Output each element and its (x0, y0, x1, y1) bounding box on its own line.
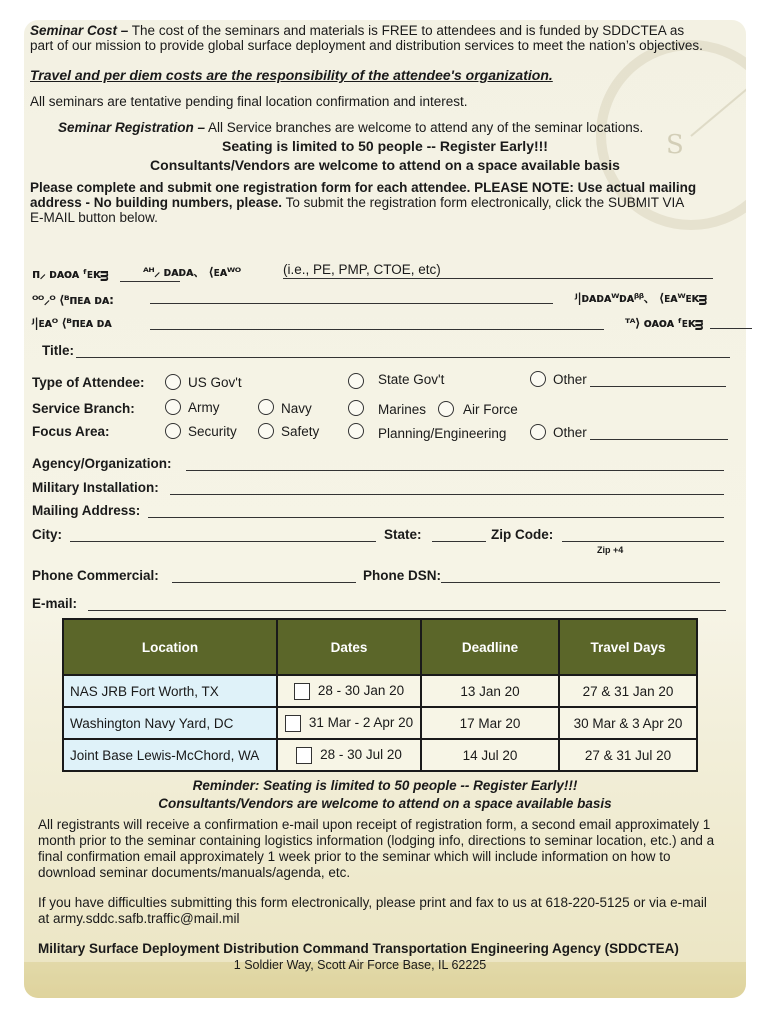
city-label: City: (32, 527, 62, 542)
grade-field-label: ᴶ|ᴅᴀᴅᴀᵂᴅᴀᵝᵝ、 ⟨ᴇᴀᵂᴇᴋᴟ (575, 291, 707, 305)
seating-limit: Seating is limited to 50 people -- Register Early!!! (222, 138, 548, 154)
name-field-label: ᴨ⸝ ᴅᴀᴏᴀ ᶠᴇᴋᴟ (32, 267, 109, 281)
radio-security[interactable] (165, 423, 181, 439)
service-branch-label: Service Branch: (32, 401, 135, 416)
travel-note: Travel and per diem costs are the responsibility of the attendee's organization. (30, 67, 553, 83)
row-dates-text: 28 - 30 Jan 20 (317, 682, 405, 698)
footer-organization: Military Surface Deployment Distribution Command Transportation Engineering Agency (SDDCTEA) (38, 941, 679, 956)
title-field[interactable] (76, 357, 730, 358)
seminar-schedule-table (62, 618, 698, 772)
suffix-field-line[interactable] (710, 328, 752, 329)
city-field[interactable] (70, 541, 376, 542)
radio-planning[interactable] (348, 423, 364, 439)
reminder-line-2: Consultants/Vendors are welcome to attend on a space available basis (158, 796, 612, 811)
header-travel-days: Travel Days (559, 619, 697, 675)
reminder-line-1: Reminder: Seating is limited to 50 people -- Register Early!!! (192, 778, 578, 793)
tentative-note: All seminars are tentative pending final location confirmation and interest. (30, 94, 468, 109)
table-row (63, 739, 697, 771)
row-travel: 27 & 31 Jan 20 (559, 675, 697, 707)
phone-commercial-label: Phone Commercial: (32, 568, 159, 583)
row-travel: 27 & 31 Jul 20 (559, 739, 697, 771)
registration-label: Seminar Registration – (58, 120, 206, 135)
type-other-field[interactable] (590, 386, 726, 387)
seminar-cost-label: Seminar Cost – (30, 23, 129, 38)
option-air-force: Air Force (463, 402, 518, 417)
row-location: Joint Base Lewis-McChord, WA (63, 739, 277, 771)
notes-p2-line1: If you have difficulties submitting this form electronically, please print and fax to us at 618-220-5125 or via e-mail (38, 895, 707, 910)
option-type-other: Other (553, 372, 587, 387)
phone-dsn-field[interactable] (441, 582, 720, 583)
table-header-row (63, 619, 697, 675)
radio-us-gov[interactable] (165, 374, 181, 390)
notes-p1-line3: final confirmation email approximately 1 week prior to the seminar which will include information on how to (38, 849, 671, 864)
option-marines: Marines (378, 402, 427, 417)
row-deadline: 13 Jan 20 (421, 675, 559, 707)
notes-p1-line1: All registrants will receive a confirmation e-mail upon receipt of registration form, a second email approximately 1 (38, 817, 711, 832)
row-dates (277, 739, 421, 771)
email-field[interactable] (88, 610, 726, 611)
instructions-line-1: Please complete and submit one registration form for each attendee. PLEASE NOTE: Use actual mailing (30, 180, 697, 195)
instructions-plain: To submit the registration form electronically, click the SUBMIT VIA (282, 195, 685, 210)
installation-field[interactable] (170, 494, 724, 495)
unit-field-line[interactable] (150, 329, 604, 330)
option-army: Army (188, 400, 220, 415)
seminar-cost-body: The cost of the seminars and materials is FREE to attendees and is funded by SDDCTEA as (128, 23, 685, 38)
option-safety: Safety (281, 424, 320, 439)
option-focus-other: Other (553, 425, 587, 440)
state-field[interactable] (432, 541, 486, 542)
radio-safety[interactable] (258, 423, 274, 439)
rank-field-label: ᴼᴼ⸝ᴼ ⟨ᴮᴨᴇᴀ ᴅᴀ: (32, 293, 114, 307)
phone-commercial-field[interactable] (172, 582, 356, 583)
notes-p1-line2: month prior to the seminar containing logistics information (lodging info, directions to seminar location, etc.) and a (38, 833, 715, 848)
installation-label: Military Installation: (32, 480, 159, 495)
row-dates (277, 675, 421, 707)
radio-marines[interactable] (348, 400, 364, 416)
credentials-line[interactable] (283, 278, 713, 279)
row-location: NAS JRB Fort Worth, TX (63, 675, 277, 707)
rank-field-line[interactable] (150, 303, 553, 304)
mailing-address-label: Mailing Address: (32, 503, 141, 518)
select-checkbox[interactable] (296, 747, 312, 764)
option-us-gov: US Gov't (188, 375, 242, 390)
consultants-note: Consultants/Vendors are welcome to attend on a space available basis (150, 157, 620, 173)
email-label: E-mail: (32, 596, 78, 611)
select-checkbox[interactable] (294, 683, 310, 700)
registration-body: All Service branches are welcome to attend any of the seminar locations. (205, 120, 644, 135)
instructions-line-3: E-MAIL button below. (30, 210, 158, 225)
registration-text (58, 120, 643, 135)
zip-field[interactable] (562, 541, 724, 542)
table-row (63, 675, 697, 707)
agency-field[interactable] (186, 470, 724, 471)
row-dates-text: 31 Mar - 2 Apr 20 (308, 714, 414, 730)
footer-address: 1 Soldier Way, Scott Air Force Base, IL 62225 (233, 958, 487, 972)
radio-state-gov[interactable] (348, 373, 364, 389)
header-location: Location (63, 619, 277, 675)
row-travel: 30 Mar & 3 Apr 20 (559, 707, 697, 739)
suffix-field-label: ᵀᴬ⟩ ᴏᴀᴏᴀ ᶠᴇᴋᴟ (625, 316, 704, 330)
mailing-address-field[interactable] (148, 517, 724, 518)
option-state-gov: State Gov't (378, 372, 445, 387)
radio-focus-other[interactable] (530, 424, 546, 440)
radio-air-force[interactable] (438, 401, 454, 417)
radio-type-other[interactable] (530, 371, 546, 387)
option-navy: Navy (281, 401, 312, 416)
row-deadline: 17 Mar 20 (421, 707, 559, 739)
credentials-hint: (i.e., PE, PMP, CTOE, etc) (283, 262, 441, 277)
name-field-line[interactable] (120, 281, 180, 282)
table-row (63, 707, 697, 739)
instructions-bold: address - No building numbers, please. (30, 195, 283, 210)
row-deadline: 14 Jul 20 (421, 739, 559, 771)
notes-p2-line2: at army.sddc.safb.traffic@mail.mil (38, 911, 240, 926)
unit-field-label: ᴶ|ᴇᴀᴼ ⟨ᴮᴨᴇᴀ ᴅᴀ (32, 316, 112, 330)
first-name-label: ᴬᴴ⸝ ᴅᴀᴅᴀ、 ⟨ᴇᴀᵂᴼ (143, 265, 241, 279)
row-dates-text: 28 - 30 Jul 20 (320, 746, 402, 762)
option-security: Security (188, 424, 237, 439)
header-deadline: Deadline (421, 619, 559, 675)
row-dates (277, 707, 421, 739)
phone-dsn-label: Phone DSN: (363, 568, 442, 583)
focus-area-label: Focus Area: (32, 424, 110, 439)
compass-watermark: S (596, 40, 746, 230)
zip-label: Zip Code: (491, 527, 554, 542)
focus-other-field[interactable] (590, 439, 728, 440)
state-label: State: (384, 527, 422, 542)
seminar-cost-text (30, 23, 684, 38)
option-planning: Planning/Engineering (378, 426, 507, 441)
select-checkbox[interactable] (285, 715, 301, 732)
radio-army[interactable] (165, 399, 181, 415)
notes-p1-line4: download seminar documents/manuals/agenda, etc. (38, 865, 351, 880)
header-dates: Dates (277, 619, 421, 675)
radio-navy[interactable] (258, 399, 274, 415)
seminar-cost-text-2: part of our mission to provide global surface deployment and distribution services to meet the nation’s objectives. (30, 38, 703, 53)
zip4-label: Zip +4 (597, 545, 624, 555)
instructions-line-2 (30, 195, 684, 210)
row-location: Washington Navy Yard, DC (63, 707, 277, 739)
attendee-type-label: Type of Attendee: (32, 375, 145, 390)
title-label: Title: (42, 343, 75, 358)
agency-label: Agency/Organization: (32, 456, 172, 471)
